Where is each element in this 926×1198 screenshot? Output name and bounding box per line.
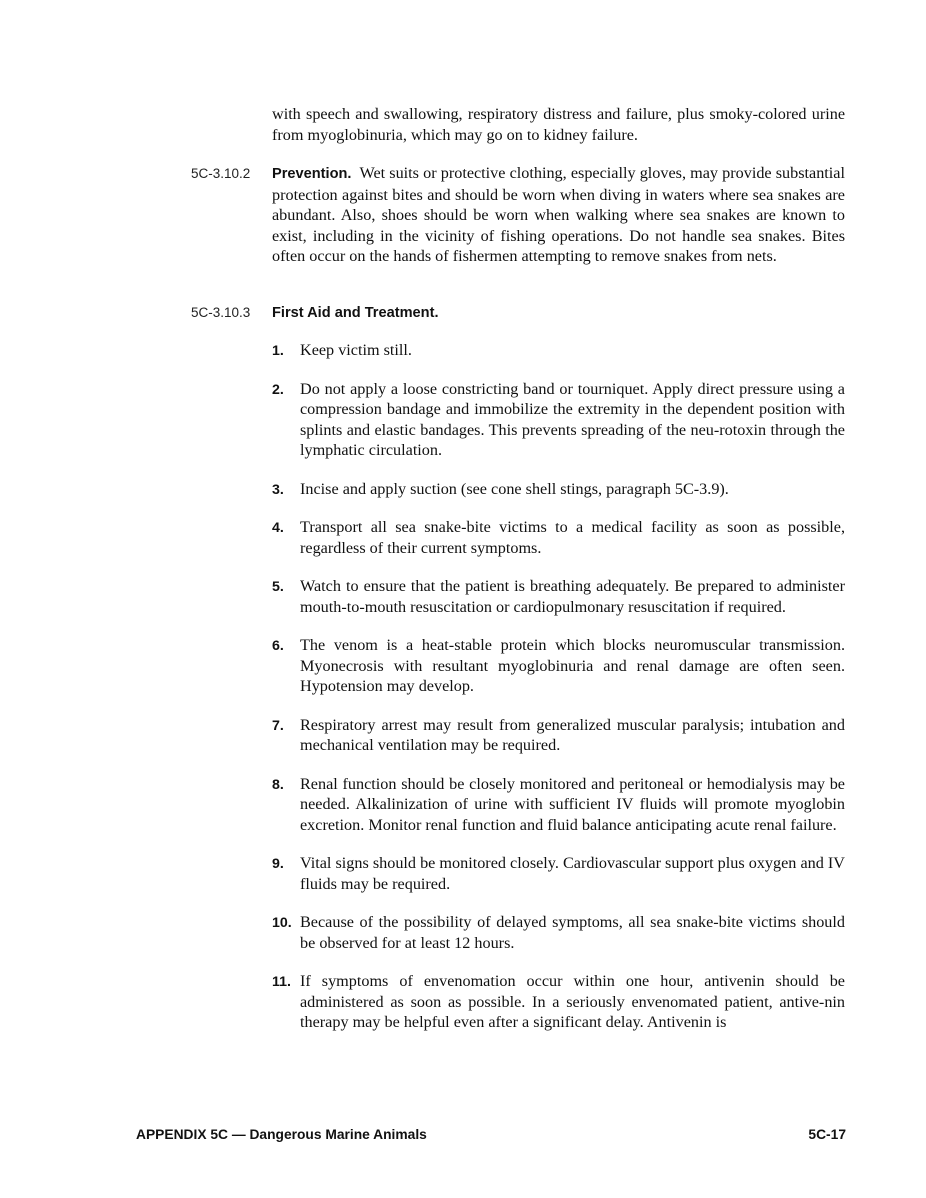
list-item-number: 8. — [272, 776, 284, 793]
list-item-text: The venom is a heat-stable protein which blocks neuromuscular transmission. Myonecrosis with resultant myoglobinuria and renal damage are often seen. Hypotension may develop. — [300, 636, 845, 695]
list-item — [272, 576, 845, 617]
treatment-list — [272, 340, 845, 1051]
section-number: 5C-3.10.3 — [191, 305, 251, 320]
section-title: Prevention. — [272, 166, 352, 182]
list-item-text: Transport all sea snake-bite victims to a medical facility as soon as possible, regardless of their current symptoms. — [300, 518, 845, 557]
list-item-number: 6. — [272, 638, 284, 654]
list-item-text: Do not apply a loose constricting band or tourniquet. Apply direct pressure using a compression bandage and immobilize the extremity in the dependent position with splints and elastic bandages. This prevents spreading of the neu-rotoxin through the lymphatic circulation. — [300, 379, 845, 459]
section-number: 5C-3.10.2 — [191, 166, 251, 181]
list-item-number: 1. — [272, 343, 284, 359]
list-item — [272, 517, 845, 558]
list-item-number: 4. — [272, 520, 284, 536]
list-item-text: Vital signs should be monitored closely. Cardiovascular support plus oxygen and IV fluids may be required. — [300, 854, 845, 893]
list-item-number: 2. — [272, 381, 284, 398]
list-item-number: 3. — [272, 481, 284, 498]
list-item — [272, 853, 845, 894]
list-item — [272, 479, 845, 500]
list-item — [272, 340, 845, 361]
list-item-text: Incise and apply suction (see cone shell stings, paragraph 5C-3.9). — [300, 479, 729, 498]
list-item-number: 7. — [272, 717, 284, 734]
footer-title: APPENDIX 5C — Dangerous Marine Animals — [136, 1127, 427, 1142]
list-item-text: Keep victim still. — [300, 341, 412, 359]
list-item-text: Respiratory arrest may result from generalized muscular paralysis; intubation and mechanical ventilation may be required. — [300, 715, 845, 754]
list-item-text: If symptoms of envenomation occur within one hour, antivenin should be administered as soon as possible. In a seriously envenomated patient, antive-nin therapy may be helpful even after a significant delay. Antivenin is — [300, 972, 845, 1031]
list-item-number: 9. — [272, 856, 284, 872]
list-item — [272, 379, 845, 461]
list-item-number: 11. — [272, 974, 291, 990]
list-item — [272, 774, 845, 836]
list-item-number: 10. — [272, 915, 292, 931]
section-title: First Aid and Treatment. — [272, 305, 439, 321]
list-item-text: Renal function should be closely monitored and peritoneal or hemodialysis may be needed. Alkalinization of urine with sufficient IV fluids will promote myoglobin excretion. Monitor renal function and fluid balance anticipating acute renal failure. — [300, 774, 845, 834]
section-text: Wet suits or protective clothing, especially gloves, may provide substantial protection against bites and should be worn when diving in waters where sea snakes are abundant. Also, shoes should be worn when walking where sea snakes are known to exist, including in the vicinity of fishing operations. Do not handle sea snakes. Bites often occur on the hands of fishermen attempting to remove snakes from nets. — [272, 164, 845, 265]
list-item-text: Watch to ensure that the patient is breathing adequately. Be prepared to administer mouth-to-mouth resuscitation or cardiopulmonary resuscitation if required. — [300, 577, 845, 616]
list-item — [272, 635, 845, 697]
list-item — [272, 971, 845, 1033]
intro-paragraph: with speech and swallowing, respiratory distress and failure, plus smoky-colored urine from myoglobinuria, which may go on to kidney failure. — [272, 105, 845, 144]
section-body — [272, 302, 845, 324]
page-number: 5C-17 — [808, 1127, 846, 1142]
list-item-number: 5. — [272, 579, 284, 595]
list-item — [272, 715, 845, 756]
section-body — [272, 163, 845, 267]
list-item-text: Because of the possibility of delayed symptoms, all sea snake-bite victims should be observed for at least 12 hours. — [300, 913, 845, 952]
list-item — [272, 912, 845, 953]
